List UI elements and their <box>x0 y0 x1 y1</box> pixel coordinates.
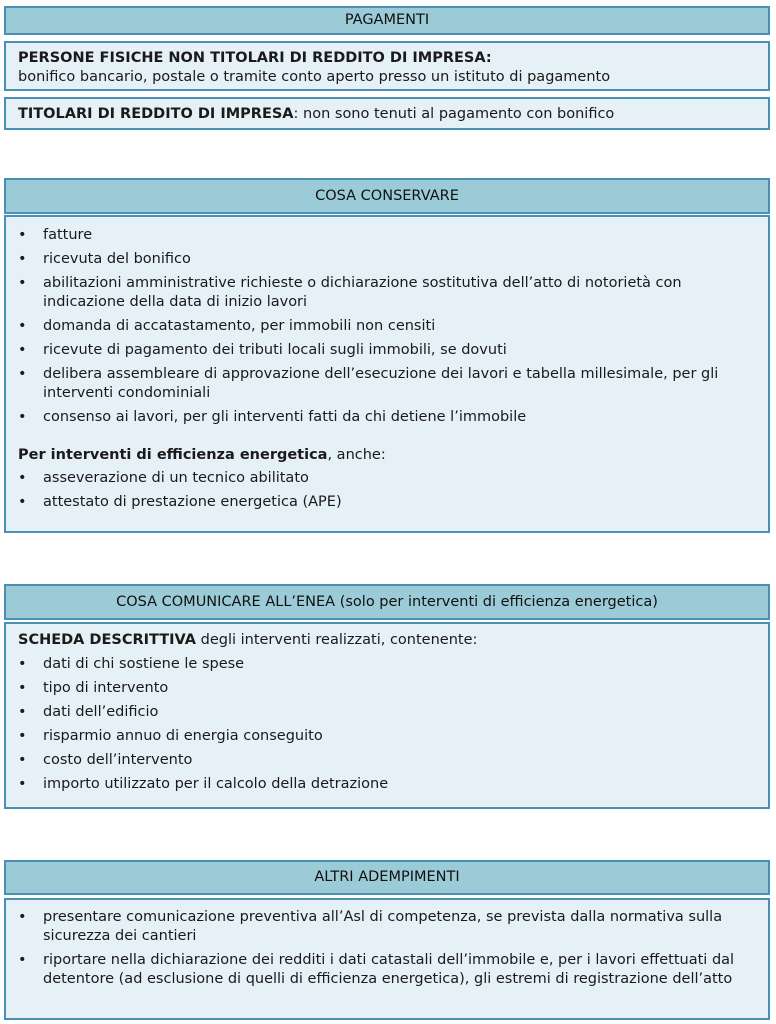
list-item: • risparmio annuo di energia conseguito <box>6 727 756 746</box>
conservare-box <box>4 215 770 533</box>
list-item: • asseverazione di un tecnico abilitato <box>6 469 756 488</box>
pagamenti-title: PAGAMENTI <box>344 12 430 28</box>
list-item: • domanda di accatastamento, per immobili non censiti <box>6 317 756 336</box>
pagamenti-persone-fisiche-box <box>4 41 770 91</box>
titolari-label: TITOLARI DI REDDITO DI IMPRESA <box>18 106 294 122</box>
altri-title: ALTRI ADEMPIMENTI <box>314 869 460 885</box>
conservare-list <box>18 226 756 427</box>
conservare-title: COSA CONSERVARE <box>315 187 459 204</box>
titolari-text: : non sono tenuti al pagamento con bonifico <box>293 106 615 122</box>
pagamenti-titolari-box <box>4 97 770 130</box>
list-item: • costo dell’intervento <box>6 751 756 770</box>
efficienza-label: Per interventi di efficienza energetica <box>18 447 328 463</box>
persone-fisiche-text: bonifico bancario, postale o tramite conto aperto presso un istituto di pagamento <box>18 69 611 85</box>
enea-list <box>18 655 756 794</box>
enea-title: COSA COMUNICARE ALL’ENEA (solo per interventi di efficienza energetica) <box>116 593 658 610</box>
list-item: • fatture <box>6 226 756 245</box>
list-item: • attestato di prestazione energetica (APE) <box>6 493 756 512</box>
list-item: • consenso ai lavori, per gli interventi fatti da chi detiene l’immobile <box>6 408 756 427</box>
scheda-label: SCHEDA DESCRITTIVA <box>18 632 196 648</box>
list-item: • abilitazioni amministrative richieste o dichiarazione sostitutiva dell’atto di notorietà con indicazione della data di inizio lavori <box>6 274 756 312</box>
efficienza-suffix: , anche: <box>327 447 386 463</box>
enea-header <box>4 584 770 620</box>
list-item: • importo utilizzato per il calcolo della detrazione <box>6 775 756 794</box>
conservare-header <box>4 178 770 214</box>
list-item: • ricevuta del bonifico <box>6 250 756 269</box>
enea-box <box>4 622 770 809</box>
list-item: • ricevute di pagamento dei tributi locali sugli immobili, se dovuti <box>6 341 756 360</box>
list-item: • presentare comunicazione preventiva all’Asl di competenza, se prevista dalla normativa sulla sicurezza dei cantieri <box>6 908 756 946</box>
list-item: • riportare nella dichiarazione dei redditi i dati catastali dell’immobile e, per i lavori effettuati dal detentore (ad esclusione di quelli di efficienza energetica), gli estremi di registrazione dell’atto <box>6 951 756 989</box>
altri-box <box>4 898 770 1020</box>
persone-fisiche-label: PERSONE FISICHE NON TITOLARI DI REDDITO DI IMPRESA: <box>18 50 492 66</box>
altri-list <box>18 908 756 989</box>
list-item: • dati dell’edificio <box>6 703 756 722</box>
efficienza-line <box>18 446 756 465</box>
scheda-suffix: degli interventi realizzati, contenente: <box>196 632 478 648</box>
list-item: • tipo di intervento <box>6 679 756 698</box>
pagamenti-header <box>4 6 770 35</box>
altri-header <box>4 860 770 895</box>
efficienza-list <box>18 469 756 512</box>
list-item: • delibera assembleare di approvazione dell’esecuzione dei lavori e tabella millesimale, per gli interventi condominiali <box>6 365 756 403</box>
list-item: • dati di chi sostiene le spese <box>6 655 756 674</box>
scheda-line <box>18 631 756 650</box>
